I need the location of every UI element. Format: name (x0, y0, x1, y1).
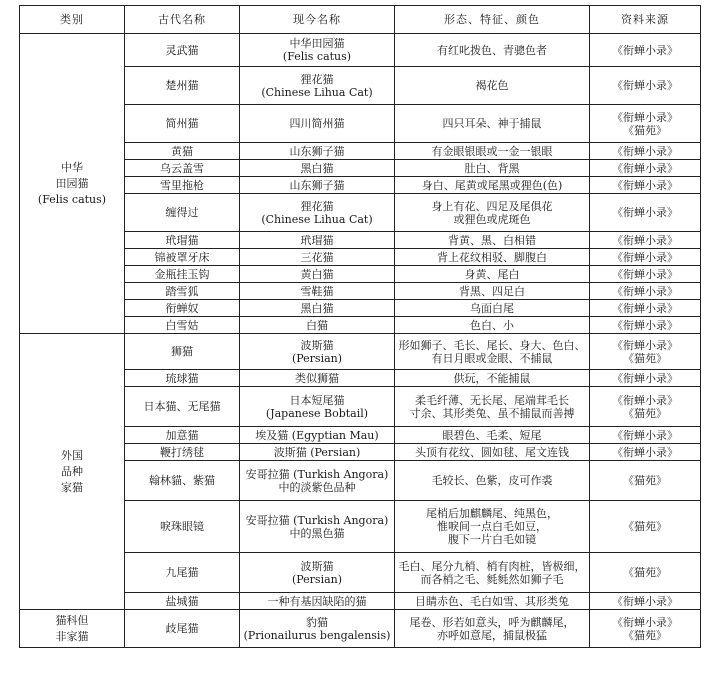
modern-name-cell: 黄白猫 (240, 266, 395, 283)
ancient-name-cell: 盐城猫 (125, 593, 240, 610)
traits-cell: 柔毛纤薄、无长尾、尾端茸毛长 寸余、其形类兔、虽不捕鼠而善搏 (395, 387, 590, 427)
source-cell: 《衔蝉小录》 (590, 177, 701, 194)
modern-name-cell: 波斯猫 (Persian) (240, 553, 395, 593)
source-cell: 《猫苑》 (590, 553, 701, 593)
ancient-name-cell: 简州猫 (125, 105, 240, 143)
modern-name-cell: 四川简州猫 (240, 105, 395, 143)
ancient-name-cell: 灵武猫 (125, 34, 240, 67)
modern-name-cell: 狸花猫 (Chinese Lihua Cat) (240, 67, 395, 105)
modern-name-cell: 一种有基因缺陷的猫 (240, 593, 395, 610)
modern-name-cell: 三花猫 (240, 249, 395, 266)
source-cell: 《猫苑》 (590, 501, 701, 553)
traits-cell: 目睛赤色、毛白如雪、其形类兔 (395, 593, 590, 610)
source-cell: 《衔蝉小录》 《猫苑》 (590, 334, 701, 370)
traits-cell: 供玩，不能捕鼠 (395, 370, 590, 387)
source-cell: 《衔蝉小录》 (590, 427, 701, 444)
source-cell: 《猫苑》 (590, 461, 701, 501)
ancient-name-cell: 乌云盖雪 (125, 160, 240, 177)
cat-reference-table (19, 5, 701, 648)
source-cell: 《衔蝉小录》 (590, 67, 701, 105)
ancient-name-cell: 缠得过 (125, 194, 240, 232)
modern-name-cell: 安哥拉猫 (Turkish Angora) 中的淡紫色品种 (240, 461, 395, 501)
modern-name-cell: 白猫 (240, 317, 395, 334)
source-cell: 《衔蝉小录》 (590, 593, 701, 610)
traits-cell: 褐花色 (395, 67, 590, 105)
source-cell: 《衔蝉小录》 《猫苑》 (590, 387, 701, 427)
header-modern-name: 现今名称 (240, 6, 395, 34)
source-cell: 《衔蝉小录》 《猫苑》 (590, 105, 701, 143)
modern-name-cell: 黑白猫 (240, 160, 395, 177)
source-cell: 《衔蝉小录》 (590, 317, 701, 334)
modern-name-cell: 波斯猫 (Persian) (240, 444, 395, 461)
ancient-name-cell: 九尾猫 (125, 553, 240, 593)
ancient-name-cell: 楚州猫 (125, 67, 240, 105)
table-row (20, 610, 701, 648)
source-cell: 《衔蝉小录》 (590, 444, 701, 461)
traits-cell: 背黄、黑、白相错 (395, 232, 590, 249)
modern-name-cell: 波斯猫 (Persian) (240, 334, 395, 370)
ancient-name-cell: 鞭打绣毬 (125, 444, 240, 461)
modern-name-cell: 安哥拉猫 (Turkish Angora) 中的黑色猫 (240, 501, 395, 553)
modern-name-cell: 玳瑁猫 (240, 232, 395, 249)
modern-name-cell: 埃及猫 (Egyptian Mau) (240, 427, 395, 444)
traits-cell: 四只耳朵、神于捕鼠 (395, 105, 590, 143)
category-cell: 猫科但 非家猫 (20, 610, 125, 648)
ancient-name-cell: 翰林貓、紫猫 (125, 461, 240, 501)
ancient-name-cell: 踏雪狐 (125, 283, 240, 300)
source-cell: 《衔蝉小录》 (590, 300, 701, 317)
traits-cell: 有金眼银眼或一金一银眼 (395, 143, 590, 160)
ancient-name-cell: 加意猫 (125, 427, 240, 444)
header-traits: 形态、特征、颜色 (395, 6, 590, 34)
table-row (20, 34, 701, 67)
traits-cell: 背上花纹相驳、脚腹白 (395, 249, 590, 266)
traits-cell: 有红叱拨色、青骢色者 (395, 34, 590, 67)
modern-name-cell: 狸花猫 (Chinese Lihua Cat) (240, 194, 395, 232)
ancient-name-cell: 衔蝉奴 (125, 300, 240, 317)
source-cell: 《衔蝉小录》 (590, 266, 701, 283)
traits-cell: 毛较长、色紫，皮可作裘 (395, 461, 590, 501)
ancient-name-cell: 琉球猫 (125, 370, 240, 387)
source-cell: 《衔蝉小录》 (590, 143, 701, 160)
traits-cell: 色白、小 (395, 317, 590, 334)
table-body (20, 34, 701, 648)
traits-cell: 背黑、四足白 (395, 283, 590, 300)
traits-cell: 身白、尾黄或尾黑或狸色(色) (395, 177, 590, 194)
traits-cell: 身上有花、四足及尾俱花 或狸色或虎斑色 (395, 194, 590, 232)
category-cell: 中华 田园猫 (Felis catus) (20, 34, 125, 334)
source-cell: 《衔蝉小录》 (590, 249, 701, 266)
modern-name-cell: 中华田园猫 (Felis catus) (240, 34, 395, 67)
traits-cell: 毛白、尾分九梢、梢有肉桩，皆极细， 而各梢之毛、毵毵然如狮子毛 (395, 553, 590, 593)
modern-name-cell: 豹猫 (Prionailurus bengalensis) (240, 610, 395, 648)
modern-name-cell: 雪鞋猫 (240, 283, 395, 300)
ancient-name-cell: 歧尾猫 (125, 610, 240, 648)
source-cell: 《衔蝉小录》 (590, 370, 701, 387)
header-category: 类别 (20, 6, 125, 34)
table-header-row (20, 6, 701, 34)
traits-cell: 乌面白尾 (395, 300, 590, 317)
ancient-name-cell: 狮猫 (125, 334, 240, 370)
category-cell: 外国 品种 家猫 (20, 334, 125, 610)
ancient-name-cell: 白雪姑 (125, 317, 240, 334)
table-row (20, 334, 701, 370)
traits-cell: 头顶有花纹、圆如毬、尾文连钱 (395, 444, 590, 461)
ancient-name-cell: 玳瑁猫 (125, 232, 240, 249)
traits-cell: 尾梢后加麒麟尾、纯黑色， 惟唳间一点白毛如豆， 腹下一片白毛如镜 (395, 501, 590, 553)
ancient-name-cell: 雪里拖枪 (125, 177, 240, 194)
traits-cell: 身黄、尾白 (395, 266, 590, 283)
traits-cell: 眼碧色、毛柔、短尾 (395, 427, 590, 444)
modern-name-cell: 山东狮子猫 (240, 177, 395, 194)
source-cell: 《衔蝉小录》 (590, 34, 701, 67)
source-cell: 《衔蝉小录》 (590, 232, 701, 249)
ancient-name-cell: 锦被罩牙床 (125, 249, 240, 266)
header-ancient-name: 古代名称 (125, 6, 240, 34)
header-source: 资料来源 (590, 6, 701, 34)
traits-cell: 形如狮子、毛长、尾长、身大、色白、 有日月眼或金眼、不捕鼠 (395, 334, 590, 370)
ancient-name-cell: 唳珠眼镜 (125, 501, 240, 553)
source-cell: 《衔蝉小录》 《猫苑》 (590, 610, 701, 648)
traits-cell: 肚白、背黑 (395, 160, 590, 177)
modern-name-cell: 日本短尾猫 (Japanese Bobtail) (240, 387, 395, 427)
ancient-name-cell: 黄猫 (125, 143, 240, 160)
modern-name-cell: 山东狮子猫 (240, 143, 395, 160)
modern-name-cell: 黑白猫 (240, 300, 395, 317)
source-cell: 《衔蝉小录》 (590, 283, 701, 300)
traits-cell: 尾卷、形若如意头，呼为麒麟尾， 亦呼如意尾，捕鼠极猛 (395, 610, 590, 648)
source-cell: 《衔蝉小录》 (590, 160, 701, 177)
ancient-name-cell: 日本猫、无尾猫 (125, 387, 240, 427)
source-cell: 《衔蝉小录》 (590, 194, 701, 232)
modern-name-cell: 类似狮猫 (240, 370, 395, 387)
ancient-name-cell: 金瓶挂玉钩 (125, 266, 240, 283)
